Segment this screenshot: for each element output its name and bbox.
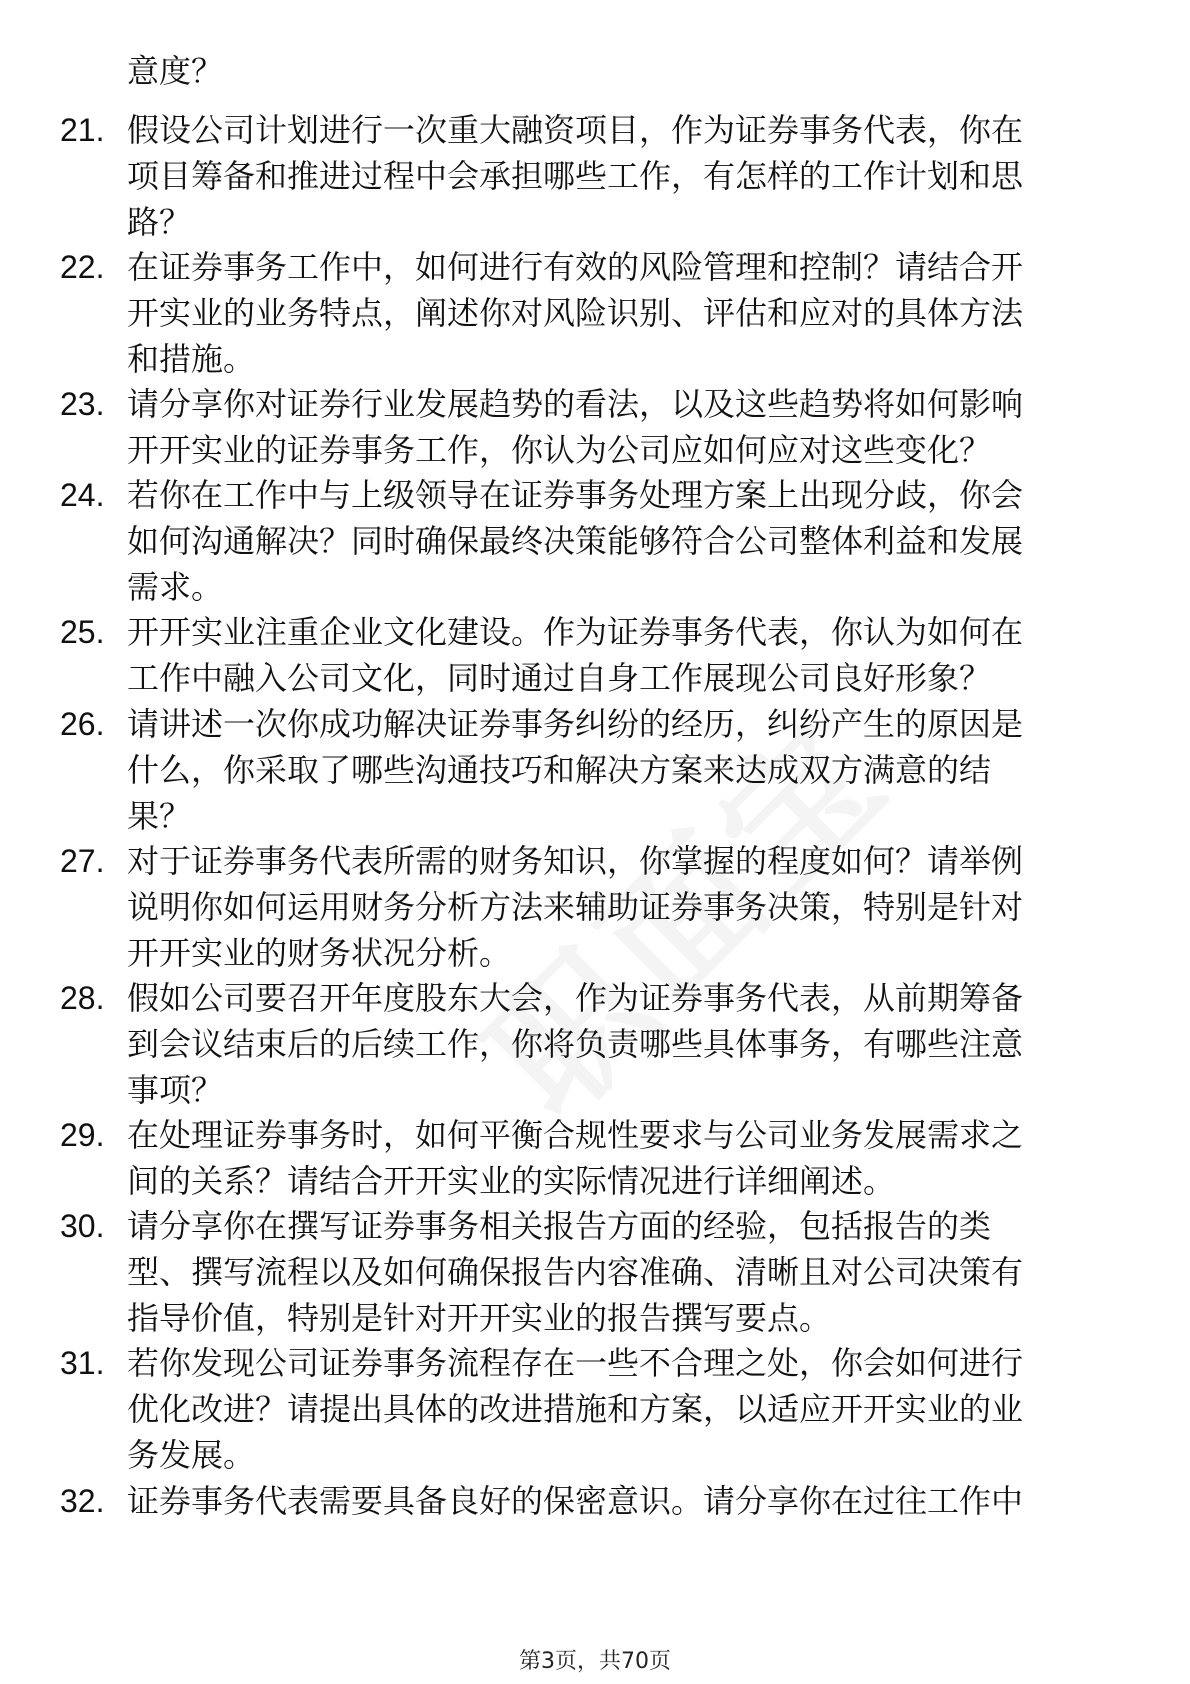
question-line: 型、撰写流程以及如何确保报告内容准确、清晰且对公司决策有 bbox=[127, 1253, 1024, 1291]
question-line: 到会议结束后的后续工作，你将负责哪些具体事务，有哪些注意 bbox=[127, 1025, 1024, 1063]
question-line: 间的关系？请结合开开实业的实际情况进行详细阐述。 bbox=[127, 1162, 896, 1200]
continuation-text: 意度？ bbox=[127, 52, 224, 90]
question-line: 假如公司要召开年度股东大会，作为证券事务代表，从前期筹备 bbox=[127, 979, 1024, 1017]
question-number: 32. bbox=[60, 1483, 105, 1519]
question-text bbox=[127, 701, 1117, 839]
question-line: 请讲述一次你成功解决证券事务纠纷的经历，纠纷产生的原因是 bbox=[127, 705, 1024, 743]
question-number: 31. bbox=[60, 1345, 105, 1381]
question-text bbox=[127, 1478, 1117, 1524]
question-line: 请分享你在撰写证券事务相关报告方面的经验，包括报告的类 bbox=[127, 1207, 992, 1245]
page-footer: 第3页，共70页 bbox=[519, 1649, 671, 1674]
question-text bbox=[127, 472, 1117, 610]
question-line: 优化改进？请提出具体的改进措施和方案，以适应开开实业的业 bbox=[127, 1390, 1024, 1428]
question-text bbox=[127, 1203, 1117, 1341]
question-text bbox=[127, 838, 1117, 976]
question-text bbox=[127, 244, 1117, 382]
question-number: 29. bbox=[60, 1117, 105, 1153]
question-text bbox=[127, 107, 1117, 245]
question-text bbox=[127, 1340, 1117, 1478]
question-line: 果？ bbox=[127, 797, 192, 835]
question-line: 证券事务代表需要具备良好的保密意识。请分享你在过往工作中 bbox=[127, 1482, 1024, 1520]
question-line: 若你在工作中与上级领导在证券事务处理方案上出现分歧，你会 bbox=[127, 476, 1024, 514]
question-number: 30. bbox=[60, 1208, 105, 1244]
question-text bbox=[127, 381, 1117, 473]
question-line: 务发展。 bbox=[127, 1436, 256, 1474]
question-number: 28. bbox=[60, 980, 105, 1016]
question-line: 和措施。 bbox=[127, 340, 256, 378]
question-line: 若你发现公司证券事务流程存在一些不合理之处，你会如何进行 bbox=[127, 1344, 1024, 1382]
question-line: 如何沟通解决？同时确保最终决策能够符合公司整体利益和发展 bbox=[127, 522, 1024, 560]
question-number: 27. bbox=[60, 843, 105, 879]
question-line: 开实业的业务特点，阐述你对风险识别、评估和应对的具体方法 bbox=[127, 294, 1024, 332]
question-number: 24. bbox=[60, 477, 105, 513]
question-text bbox=[127, 609, 1117, 701]
question-line: 开开实业的财务状况分析。 bbox=[127, 934, 512, 972]
question-line: 在证券事务工作中，如何进行有效的风险管理和控制？请结合开 bbox=[127, 248, 1024, 286]
question-line: 开开实业注重企业文化建设。作为证券事务代表，你认为如何在 bbox=[127, 613, 1024, 651]
question-line: 对于证券事务代表所需的财务知识，你掌握的程度如何？请举例 bbox=[127, 842, 1024, 880]
question-line: 说明你如何运用财务分析方法来辅助证券事务决策，特别是针对 bbox=[127, 888, 1024, 926]
question-text bbox=[127, 975, 1117, 1113]
question-number: 26. bbox=[60, 706, 105, 742]
question-line: 工作中融入公司文化，同时通过自身工作展现公司良好形象？ bbox=[127, 659, 992, 697]
question-number: 22. bbox=[60, 249, 105, 285]
question-line: 项目筹备和推进过程中会承担哪些工作，有怎样的工作计划和思 bbox=[127, 157, 1024, 195]
question-line: 在处理证券事务时，如何平衡合规性要求与公司业务发展需求之 bbox=[127, 1116, 1024, 1154]
question-line: 什么，你采取了哪些沟通技巧和解决方案来达成双方满意的结 bbox=[127, 751, 992, 789]
question-text bbox=[127, 1112, 1117, 1204]
question-line: 路？ bbox=[127, 203, 192, 241]
question-line: 假设公司计划进行一次重大融资项目，作为证券事务代表，你在 bbox=[127, 111, 1024, 149]
question-line: 事项？ bbox=[127, 1071, 224, 1109]
question-line: 需求。 bbox=[127, 568, 224, 606]
question-line: 开开实业的证券事务工作，你认为公司应如何应对这些变化？ bbox=[127, 431, 992, 469]
question-number: 25. bbox=[60, 614, 105, 650]
question-number: 21. bbox=[60, 112, 105, 148]
question-number: 23. bbox=[60, 386, 105, 422]
question-line: 请分享你对证券行业发展趋势的看法，以及这些趋势将如何影响 bbox=[127, 385, 1024, 423]
question-line: 指导价值，特别是针对开开实业的报告撰写要点。 bbox=[127, 1299, 832, 1337]
